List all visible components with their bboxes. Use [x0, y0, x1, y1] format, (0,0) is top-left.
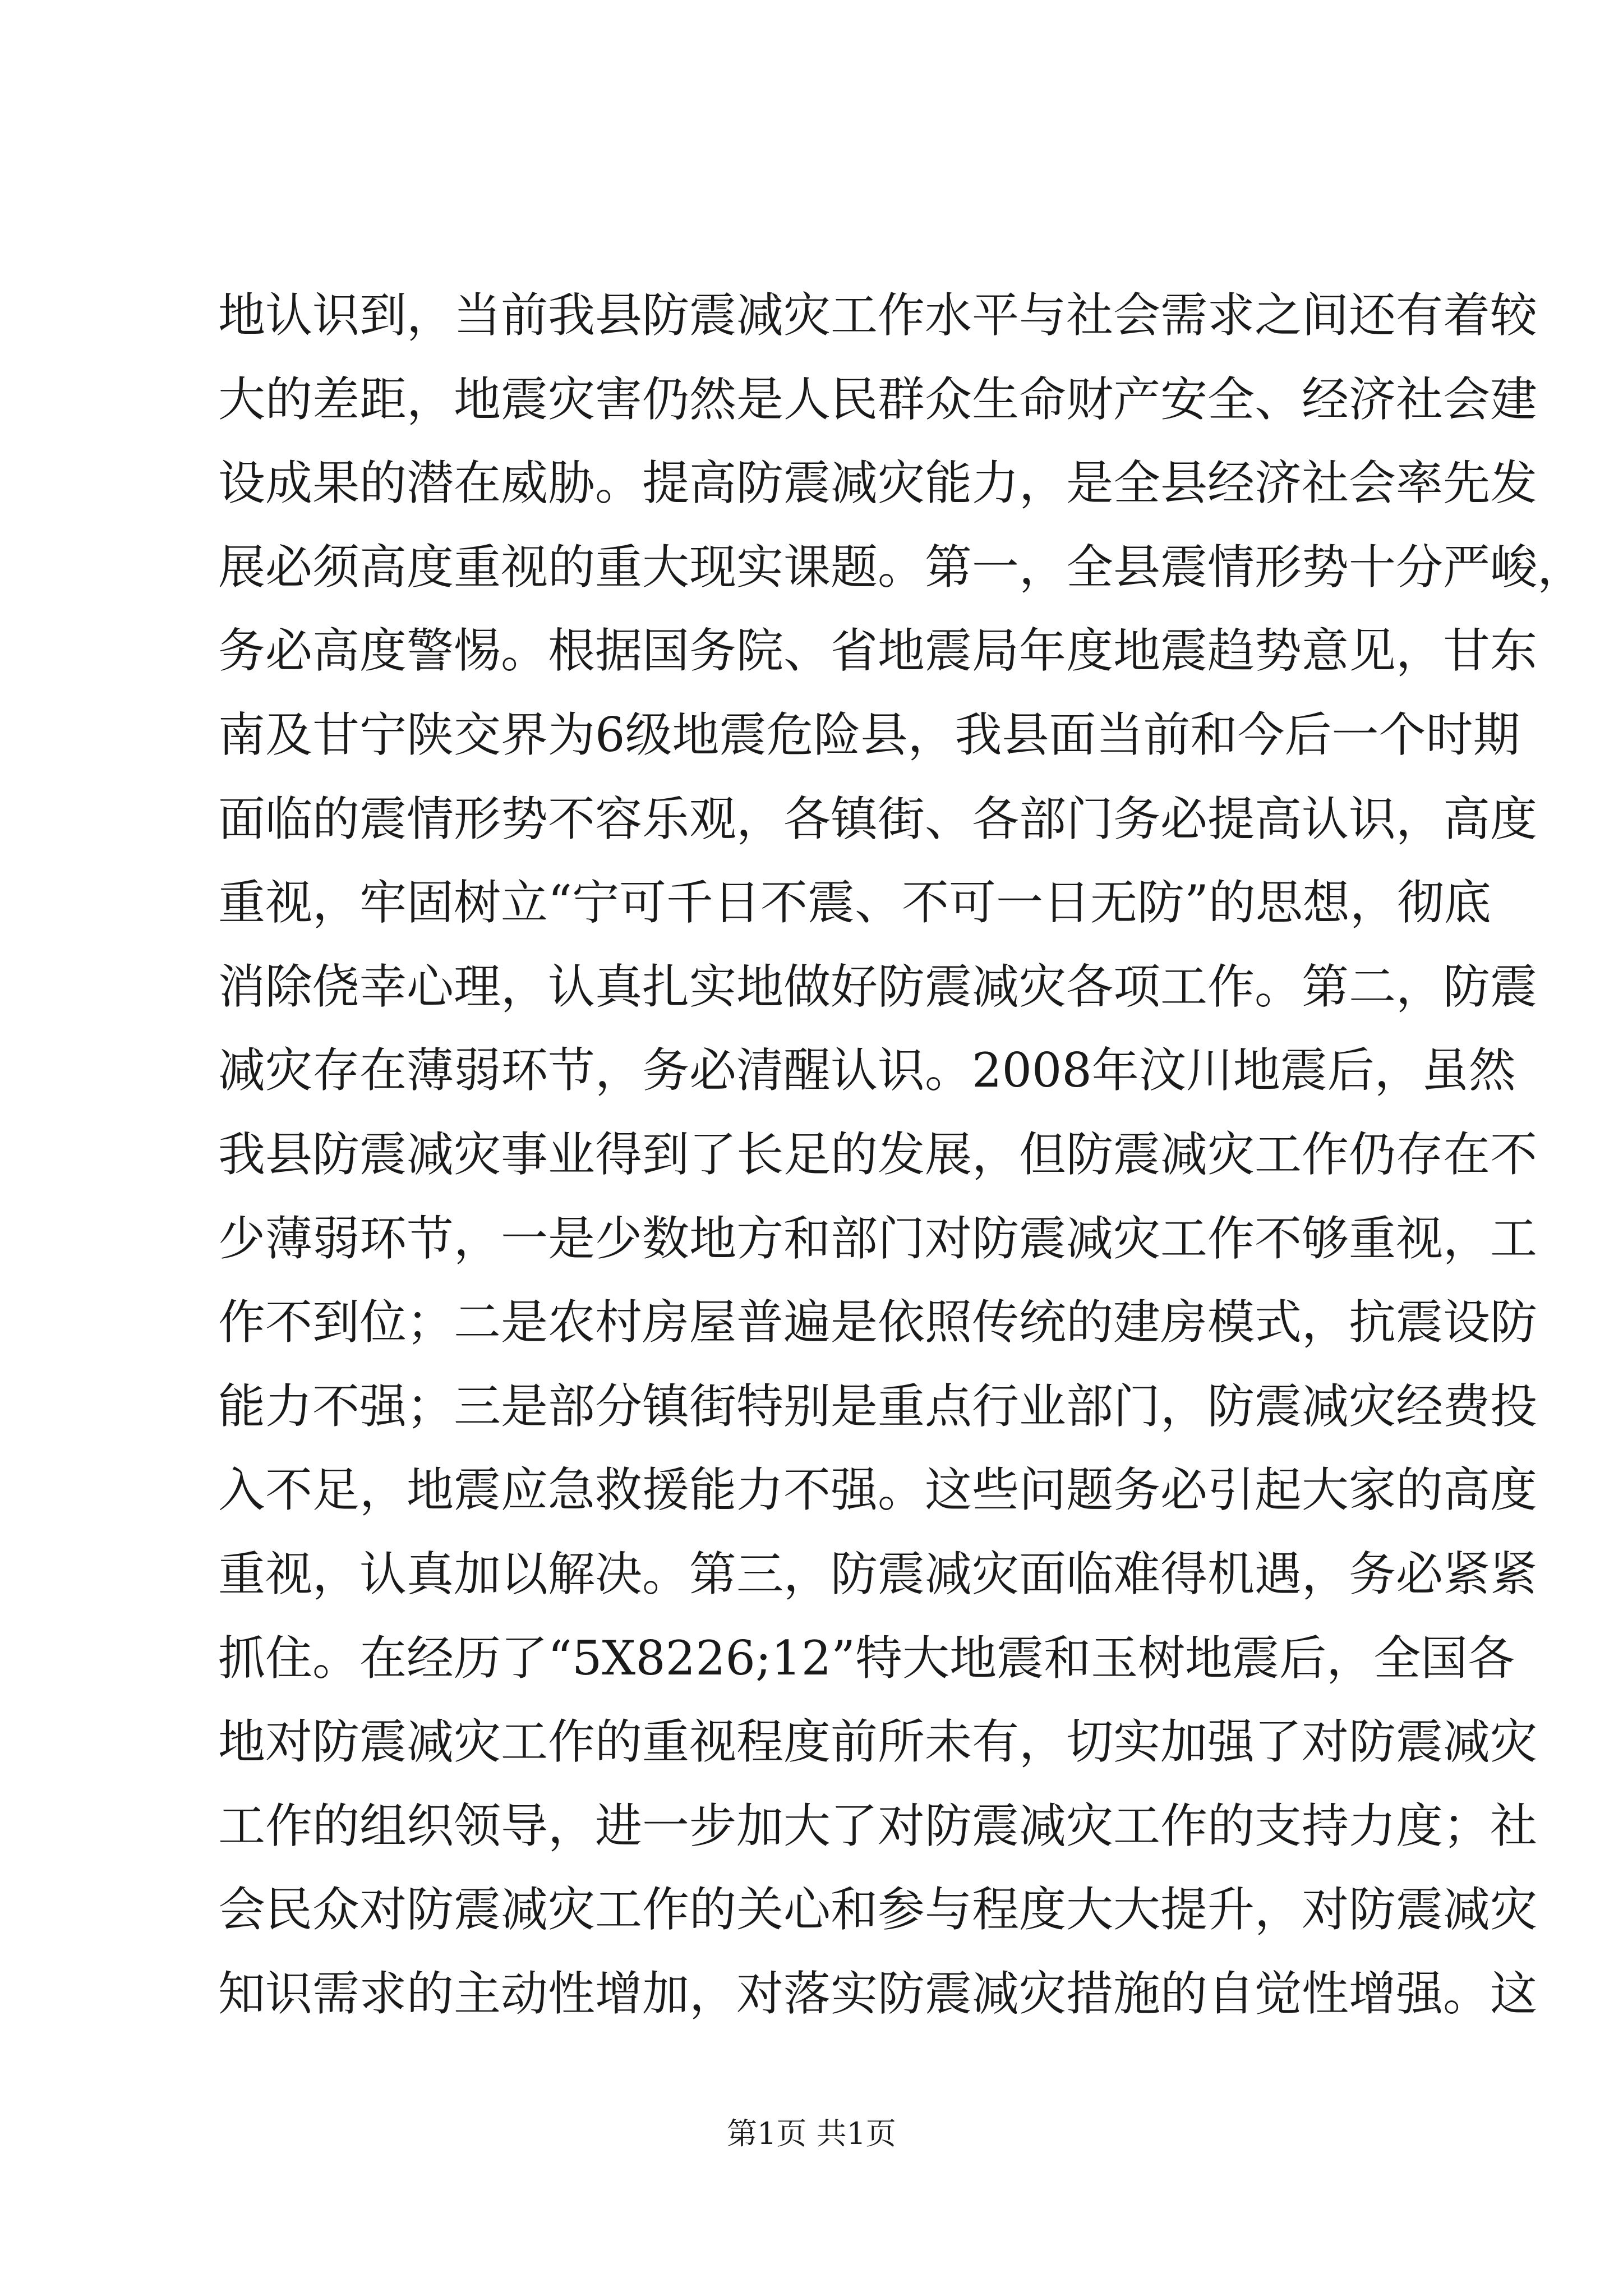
text-line: 南及甘宁陕交界为6级地震危险县，我县面当前和今后一个时期 [218, 707, 1520, 762]
text-line: 地对防震减灾工作的重视程度前所未有，切实加强了对防震减灾 [218, 1714, 1538, 1770]
text-line: 入不足，地震应急救援能力不强。这些问题务必引起大家的高度 [218, 1462, 1538, 1518]
text-line: 面临的震情形势不容乐观，各镇街、各部门务必提高认识，高度 [218, 791, 1538, 846]
page-footer: 第1页 共1页 [727, 2116, 896, 2151]
text-line: 减灾存在薄弱环节，务必清醒认识。2008年汶川地震后，虽然 [218, 1043, 1516, 1098]
text-line: 我县防震减灾事业得到了长足的发展，但防震减灾工作仍存在不 [218, 1126, 1538, 1182]
text-line: 消除侥幸心理，认真扎实地做好防震减灾各项工作。第二，防震 [218, 959, 1538, 1014]
text-line: 展必须高度重视的重大现实课题。第一，全县震情形势十分严峻， [218, 539, 1585, 595]
text-line: 会民众对防震减灾工作的关心和参与程度大大提升，对防震减灾 [218, 1882, 1538, 1938]
text-line: 设成果的潜在威胁。提高防震减灾能力，是全县经济社会率先发 [218, 455, 1538, 511]
text-line: 重视，认真加以解决。第三，防震减灾面临难得机遇，务必紧紧 [218, 1546, 1538, 1602]
text-line: 少薄弱环节，一是少数地方和部门对防震减灾工作不够重视，工 [218, 1211, 1538, 1266]
text-line: 务必高度警惕。根据国务院、省地震局年度地震趋势意见，甘东 [218, 623, 1538, 679]
text-line: 作不到位；二是农村房屋普遍是依照传统的建房模式，抗震设防 [218, 1295, 1538, 1350]
text-line: 大的差距，地震灾害仍然是人民群众生命财产安全、经济社会建 [218, 371, 1538, 427]
text-line: 地认识到，当前我县防震减灾工作水平与社会需求之间还有着较 [218, 288, 1538, 343]
text-line: 能力不强；三是部分镇街特别是重点行业部门，防震减灾经费投 [218, 1378, 1538, 1434]
text-line: 抓住。在经历了“5X8226;12”特大地震和玉树地震后，全国各 [218, 1630, 1515, 1686]
body-text [218, 274, 1585, 2036]
text-line: 重视，牢固树立“宁可千日不震、不可一日无防”的思想，彻底 [218, 875, 1491, 931]
text-line: 知识需求的主动性增加，对落实防震减灾措施的自觉性增强。这 [218, 1966, 1538, 2021]
text-line: 工作的组织领导，进一步加大了对防震减灾工作的支持力度；社 [218, 1798, 1538, 1853]
